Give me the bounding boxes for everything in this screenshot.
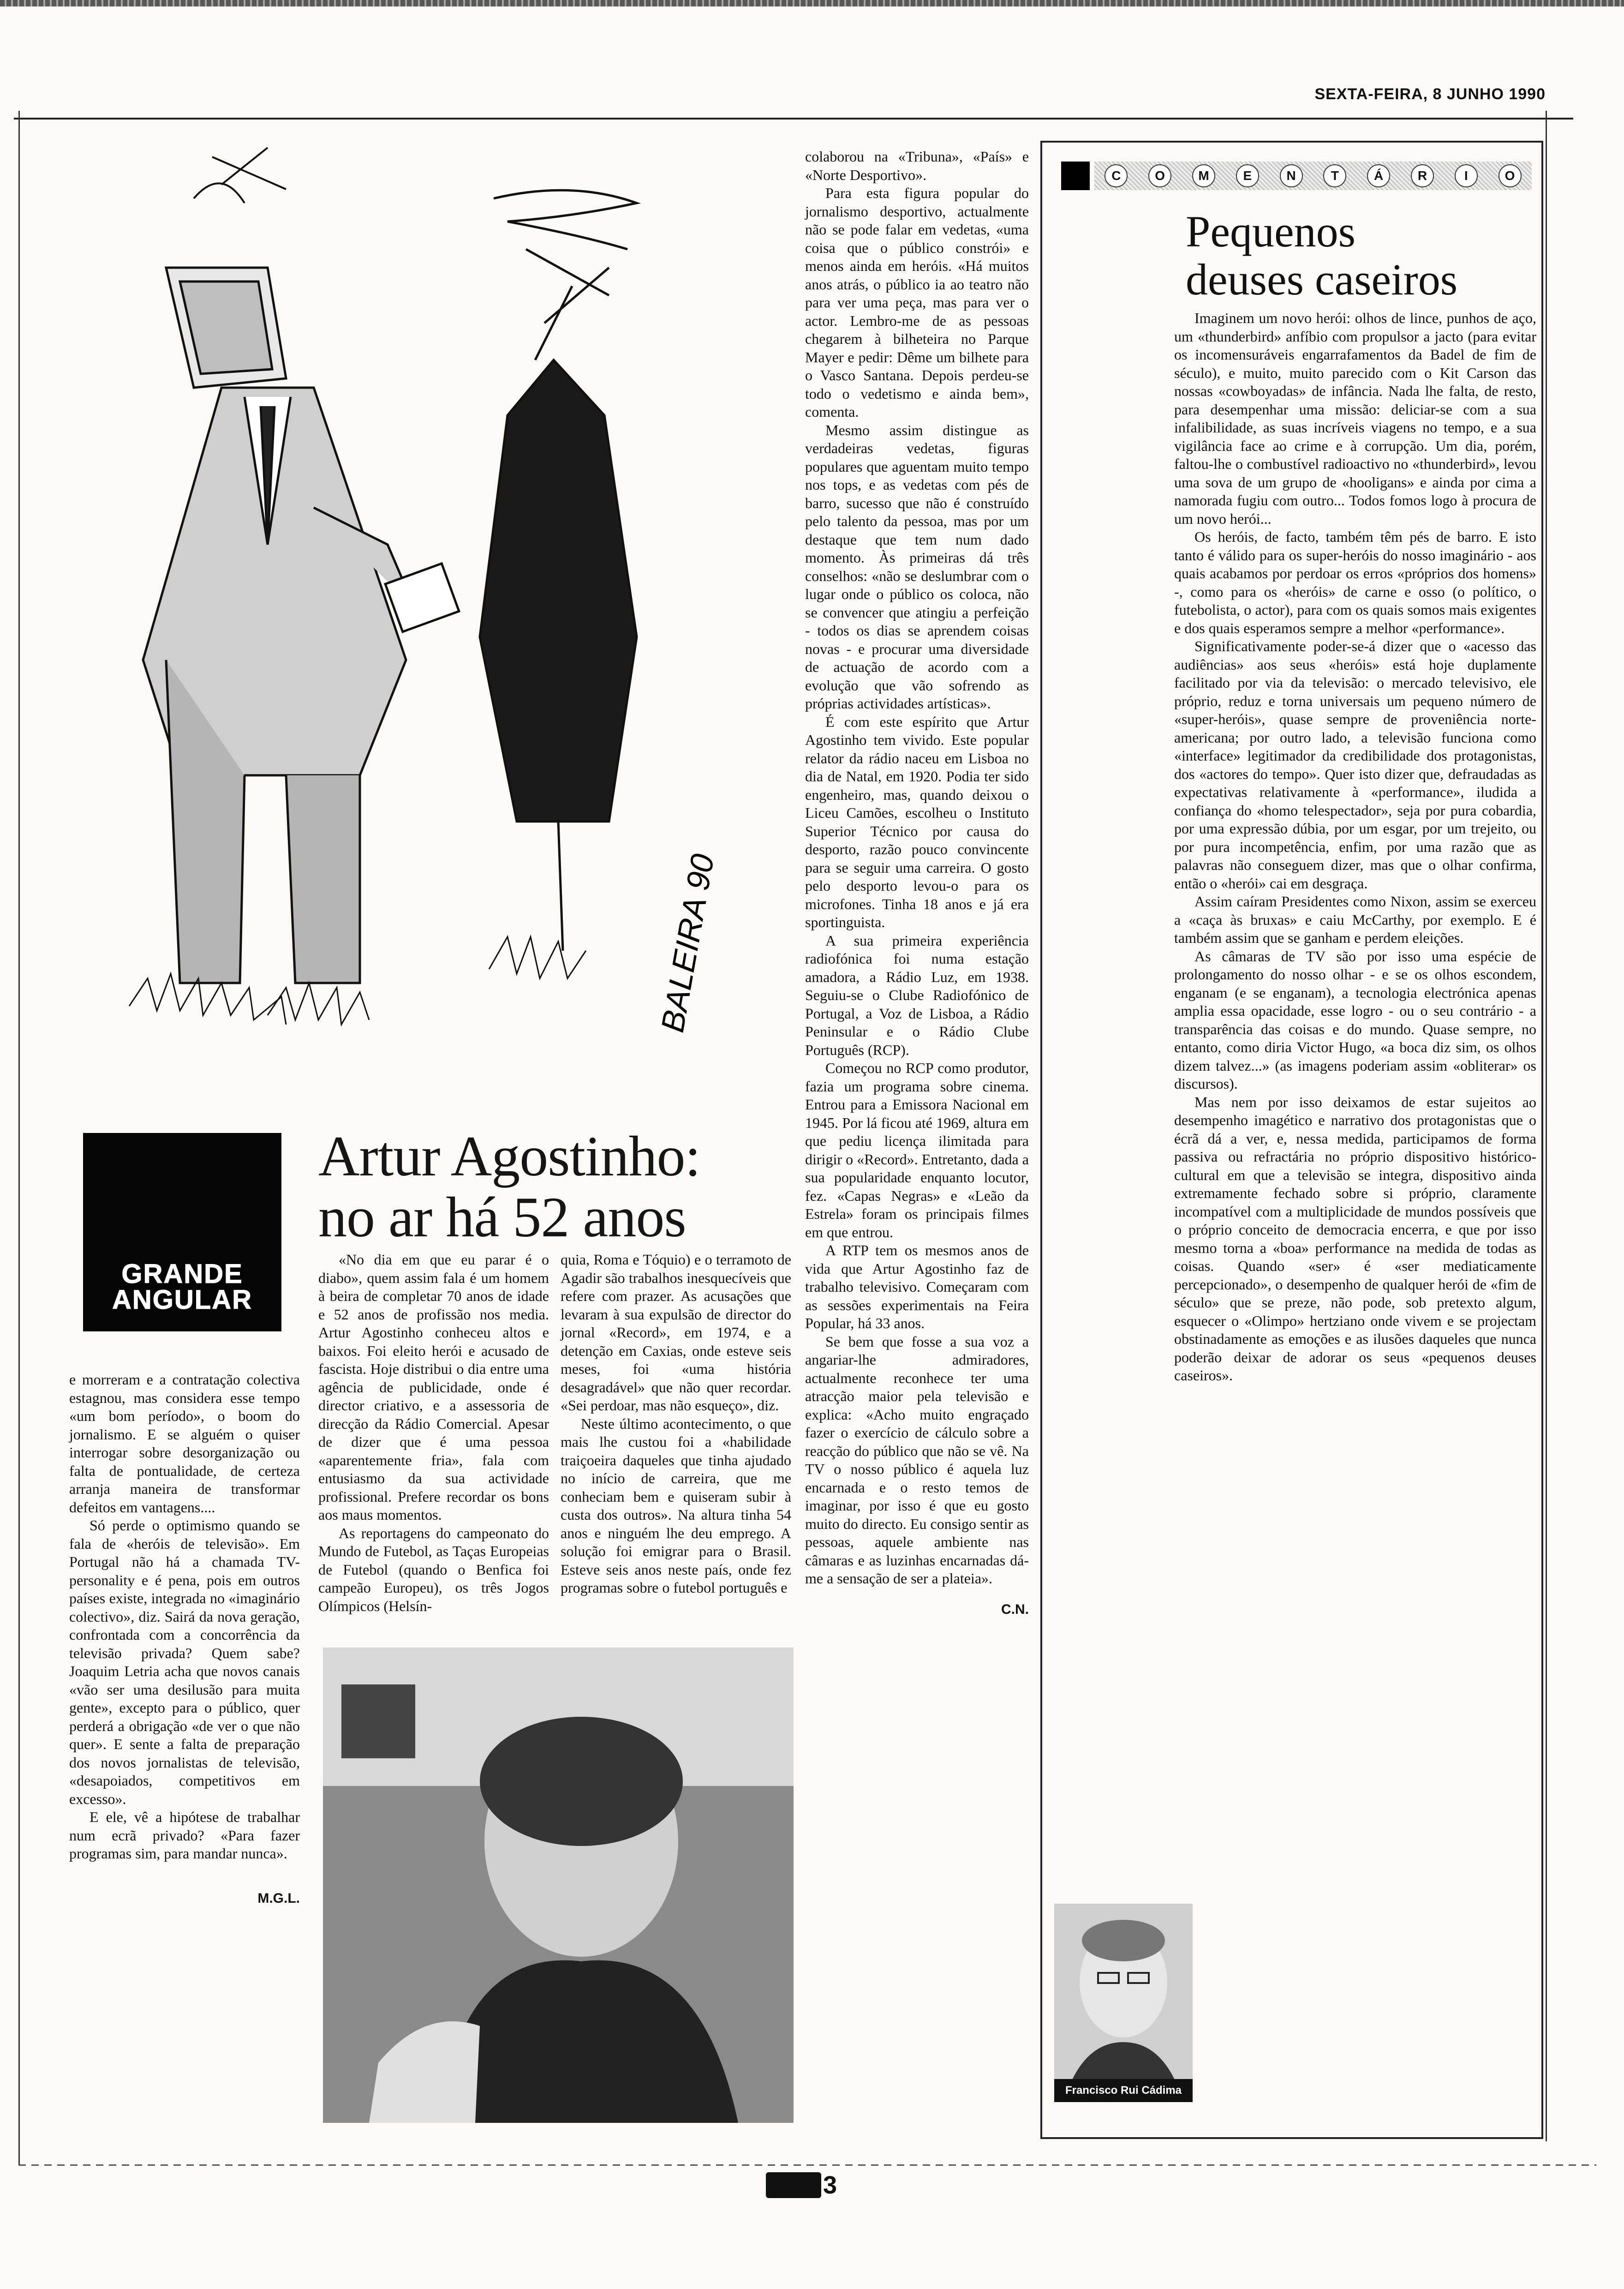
byline-cn: C.N. (1001, 1601, 1029, 1617)
paragraph: Só perde o optimismo quando se fala de «heróis de televisão». Em Portugal não há a chamada TV-personality e é pena, pois em outros países existe, integrada no «imaginário colectivo», diz. Sairá da nova geração, confrontada com a concorrência da televisão privada? Quem sabe? Joaquim Letria acha que novos canais «vão ser uma desilusão para muita gente», excepto para o público, quer perderá a obrigação «de ver o que não quer». E sente a falta de preparação dos novos jornalistas de televisão, «desapoiados, competitivos em excesso». (69, 1517, 300, 1807)
left-margin-rule (18, 111, 20, 2164)
paragraph: E ele, vê a hipótese de trabalhar num ecrã privado? «Para fazer programas sim, para mandar nunca». (69, 1809, 300, 1862)
section-logo-grande-angular (83, 1133, 281, 1331)
page-number-mark (766, 2169, 858, 2201)
paragraph: As câmaras de TV são por isso uma espécie de prolongamento do nosso olhar - e se os olhos escondem, enganam (e se enganam), a tecnologia electrónica apenas amplia essa opacidade, esse logro - ou o seu contrário - a transparência das coisas e do mundo. Quase sempre, no entanto, como diria Victor Hugo, «a boca diz sim, os olhos dizem talvez...» (as imagens poderiam assim «obliterar» os discursos). (1174, 947, 1536, 1092)
paragraph: Mesmo assim distingue as verdadeiras vedetas, figuras populares que aguentam muito tempo nos tops, e as vedetas com pés de barro, sucesso que não é construído pelo talento da pessoa, mas por um destaque que tem num dado momento. Às primeiras dá três conselhos: «não se deslumbrar com o lugar onde o público os coloca, não se convencer que atingiu a perfeição - todos os dias se aprendem coisas novas - e procurar uma diversidade de actuação de acordo com a evolução que vão sofrendo as próprias actividades artísticas». (805, 421, 1029, 712)
article-headline (318, 1126, 826, 1248)
photo-artur-agostinho (323, 1648, 794, 2123)
paragraph: É com este espírito que Artur Agostinho tem vivido. Este popular relator da rádio naceu em Lisboa no dia de Natal, em 1920. Podia ter sido engenheiro, mas, quando deixou o Liceu Camões, escolheu o Instituto Superior Técnico por causa do desporto, razão pouco convincente para se seguir uma carreira. O gosto pelo desporto levou-o para os microfones. Tinha 18 anos e já era sportinguista. (805, 713, 1029, 930)
paragraph: Para esta figura popular do jornalismo desportivo, actualmente não se pode falar em vedetas, «uma coisa que o público constrói» e menos ainda em heróis. «Há muitos anos atrás, o público ia ao teatro não para ver uma peça, mas para ver o actor. Lembro-me de as pessoas chegarem à bilheteira no Parque Mayer e pedir: Dême um bilhete para o Vasco Santana. Depois perdeu-se todo o vedetismo e ainda bem», comenta. (805, 185, 1029, 420)
paragraph: Começou no RCP como produtor, fazia um programa sobre cinema. Entrou para a Emissora Nacional em 1945. Por lá ficou até 1969, altura em que pediu licença ilimitada para dirigir o «Record». Entretanto, dada a sua popularidade enquanto locutor, fez. «Capas Negras» e «Leão da Estrela» foram os principais filmes em que entrou. (805, 1060, 1029, 1240)
headline-line-1: Artur Agostinho: (318, 1125, 700, 1188)
banner-letter: R (1411, 164, 1434, 187)
banner-square (1061, 162, 1090, 190)
banner-letter: I (1455, 164, 1478, 187)
article-column-mid-2 (561, 1251, 791, 1597)
paragraph: Imaginem um novo herói: olhos de lince, punhos de aço, um «thunderbird» anfíbio com propulsor a jacto (para evitar os incomensuráveis engarrafamentos da Badel de fim de século), e muito, muito parecido com o Kit Carson das nossas «cowboyadas» de infância. Nada lhe falta, de resto, para desempenhar uma missão: deliciar-se com a sua infalibilidade, as suas incríveis viagens no tempo, e a sua vigilância face ao crime e à corrupção. Um dia, porém, faltou-lhe o combustível radioactivo no «thunderbird», levou uma sova de um grupo de «hooligans» e ainda por cima a namorada fugiu com outro... Todos fomos logo à procura de um novo herói... (1174, 310, 1536, 527)
banner-letter: E (1236, 164, 1259, 187)
author-caption: Francisco Rui Cádima (1054, 2079, 1193, 2102)
paragraph: As reportagens do campeonato do Mundo de Futebol, as Taças Europeias de Futebol (quando o Benfica foi campeão Europeu), os três Jogos Olímpicos (Helsín- (318, 1524, 549, 1614)
paragraph: Se bem que fosse a sua voz a angariar-lhe admiradores, actualmente reconhece ter uma atracção maior pela televisão e explica: «Acho muito engraçado fazer o exercício de cálculo sobre a reacção do público que não se vê. Na TV o nosso público é aquela luz encarnada e o resto temos de imaginar, por isso é que eu gosto muito do directo. Eu consigo sentir as pessoas, aquele ambiente nas câmaras e as luzinhas encarnadas dá-me a sensação de ser a plateia». (805, 1333, 1029, 1587)
article-column-right (805, 148, 1029, 1618)
banner-letter: M (1192, 164, 1215, 187)
paragraph: Assim caíram Presidentes como Nixon, assim se exerceu a «caça às bruxas» e caiu McCarthy, por exemplo. E é também assim que se ganham e perdem eleições. (1174, 893, 1536, 946)
banner-letter: T (1323, 164, 1346, 187)
paragraph: Neste último acontecimento, o que mais lhe custou foi a «habilidade traiçoeira daqueles que tinha ajudado no início de carreira, que me conheciam bem e quiseram subir à custa dos outros». Na altura tinha 54 anos e ninguém lhe deu emprego. A solução foi emigrar para o Brasil. Esteve seis anos neste país, onde fez programas sobre o futebol português e (561, 1415, 791, 1596)
paragraph: A sua primeira experiência radiofónica foi numa estação amadora, a Rádio Luz, em 1938. Seguiu-se o Clube Radiofónico de Portugal, a Voz de Lisboa, a Rádio Peninsular e o Rádio Clube Português (RCP). (805, 932, 1029, 1058)
paragraph: quia, Roma e Tóquio) e o terramoto de Agadir são trabalhos inesquecíveis que refere com prazer. As acusações que levaram à sua expulsão de director do jornal «Record», em 1974, e a detenção em Caxias, onde esteve seis meses, foi «uma história desagradável» que não quer recordar. «Sei perdoar, mas não esqueço», diz. (561, 1251, 791, 1414)
portrait-author (1054, 1904, 1193, 2102)
article-column-mid-1 (318, 1251, 549, 1615)
paragraph: Significativamente poder-se-á dizer que o «acesso das audiências» aos seus «heróis» está hoje duplamente facilitado por via da televisão: o mercado televisivo, ele próprio, reduz e torna universais um pequeno número de «super-heróis», quase sempre de proveniência norte-americana; por outro lado, a televisão funciona como «interface» legitimador da credibilidade dos protagonistas, dos «actores do tempo». Quer isto dizer que, defraudadas as expectativas relativamente à «performance», iludida a confiança do «homo telespectador», seja por pura cobardia, por uma expressão dúbia, por um esgar, por um trejeito, ou por pura incompetência, enfim, por uma razão que as palavras não conseguem dizer, mas que o olhar confirma, então o «herói» cai em desgraça. (1174, 638, 1536, 892)
publication-logo-icon (766, 2172, 821, 2198)
footer-rule (18, 2164, 1596, 2166)
banner-letter: O (1499, 164, 1522, 187)
paragraph: Os heróis, de facto, também têm pés de barro. E isto tanto é válido para os super-heróis do nosso imaginário - aos quais acabamos por perdoar os erros «próprios dos homens» -, como para os «heróis» de carne e osso (o político, o futebolista, o actor), para com os quais somos mais exigentes e dos quais esperamos sempre a melhor «performance». (1174, 528, 1536, 636)
comentario-column-upper (1174, 309, 1536, 1385)
article-column-left (69, 1371, 300, 1906)
banner-letter: N (1280, 164, 1303, 187)
tv-head-man (143, 148, 459, 983)
paragraph: e morreram e a contratação colectiva estagnou, mas considera esse tempo «um bom período», o boom do jornalismo. E se alguém o quiser interrogar sobre desorganização ou falta de pontualidade, de certeza arranja maneira de transformar defeitos em vantagens.... (69, 1371, 300, 1516)
paragraph: colaborou na «Tribuna», «País» e «Norte Desportivo». (805, 148, 1029, 183)
section-label: GRANDE ANGULAR (112, 1259, 252, 1315)
cartoon-illustration (28, 129, 784, 1117)
banner-letter: C (1105, 164, 1128, 187)
antenna-mannequin (480, 190, 637, 951)
top-border (0, 0, 1624, 6)
byline-mgl: M.G.L. (257, 1890, 300, 1906)
cartoon-signature: BALEIRA 90 (654, 851, 721, 1035)
page-number: 3 (823, 2171, 837, 2199)
comentario-banner (1061, 162, 1532, 190)
title-line-2: deuses caseiros (1186, 255, 1458, 304)
comentario-title (1186, 208, 1536, 304)
headline-line-2: no ar há 52 anos (318, 1186, 686, 1249)
paragraph: «No dia em que eu parar é o diabo», quem assim fala é um homem à beira de completar 70 anos de idade e 52 anos de profissão nos media. Artur Agostinho conheceu altos e baixos. Foi eleito herói e acusado de fascista. Hoje distribui o dia entre uma agência de publicidade, onde é director criativo, e a assessoria de direcção da Rádio Comercial. Apesar de dizer que é uma pessoa «aparentemente fria», fala com entusiasmo da sua actividade profissional. Prefere recordar os bons aos maus momentos. (318, 1251, 549, 1523)
header-rule (14, 118, 1573, 120)
title-line-1: Pequenos (1186, 207, 1355, 256)
banner-letter: O (1148, 164, 1171, 187)
banner-letters (1094, 162, 1532, 190)
page-date: SEXTA-FEIRA, 8 JUNHO 1990 (1314, 85, 1546, 103)
paragraph: Mas nem por isso deixamos de estar sujeitos ao desempenho imagético e narrativo dos protagonistas que o écrã dá a ver, e, nessa medida, participamos de forma passiva ou refractária no próprio dispositivo histórico-cultural em que a televisão se integra, dispositivo ainda extremamente fechado sobre si próprio, claramente incompatível com a multiplicidade de mundos possíveis que o próprio conceito de democracia encerra, e que por isso mesmo torna a «boa» performance na medida de todas as coisas. Quando «ser» é «ser mediaticamente percepcionado», o desempenho de qualquer herói de «fim de século» que se preze, não pode, sob pretexto algum, esquecer o «Olimpo» hertziano onde vivem e se projectam obstinadamente as emoções e as ilusões daqueles que nunca poderão deixar de adorar os seus «pequenos deuses caseiros». (1174, 1093, 1536, 1384)
right-margin-rule (1546, 111, 1547, 2141)
banner-letter: Á (1367, 164, 1390, 187)
paragraph: A RTP tem os mesmos anos de vida que Artur Agostinho faz de trabalho televisivo. Começaram com as sessões experimentais na Feira Popular, há 33 anos. (805, 1242, 1029, 1331)
